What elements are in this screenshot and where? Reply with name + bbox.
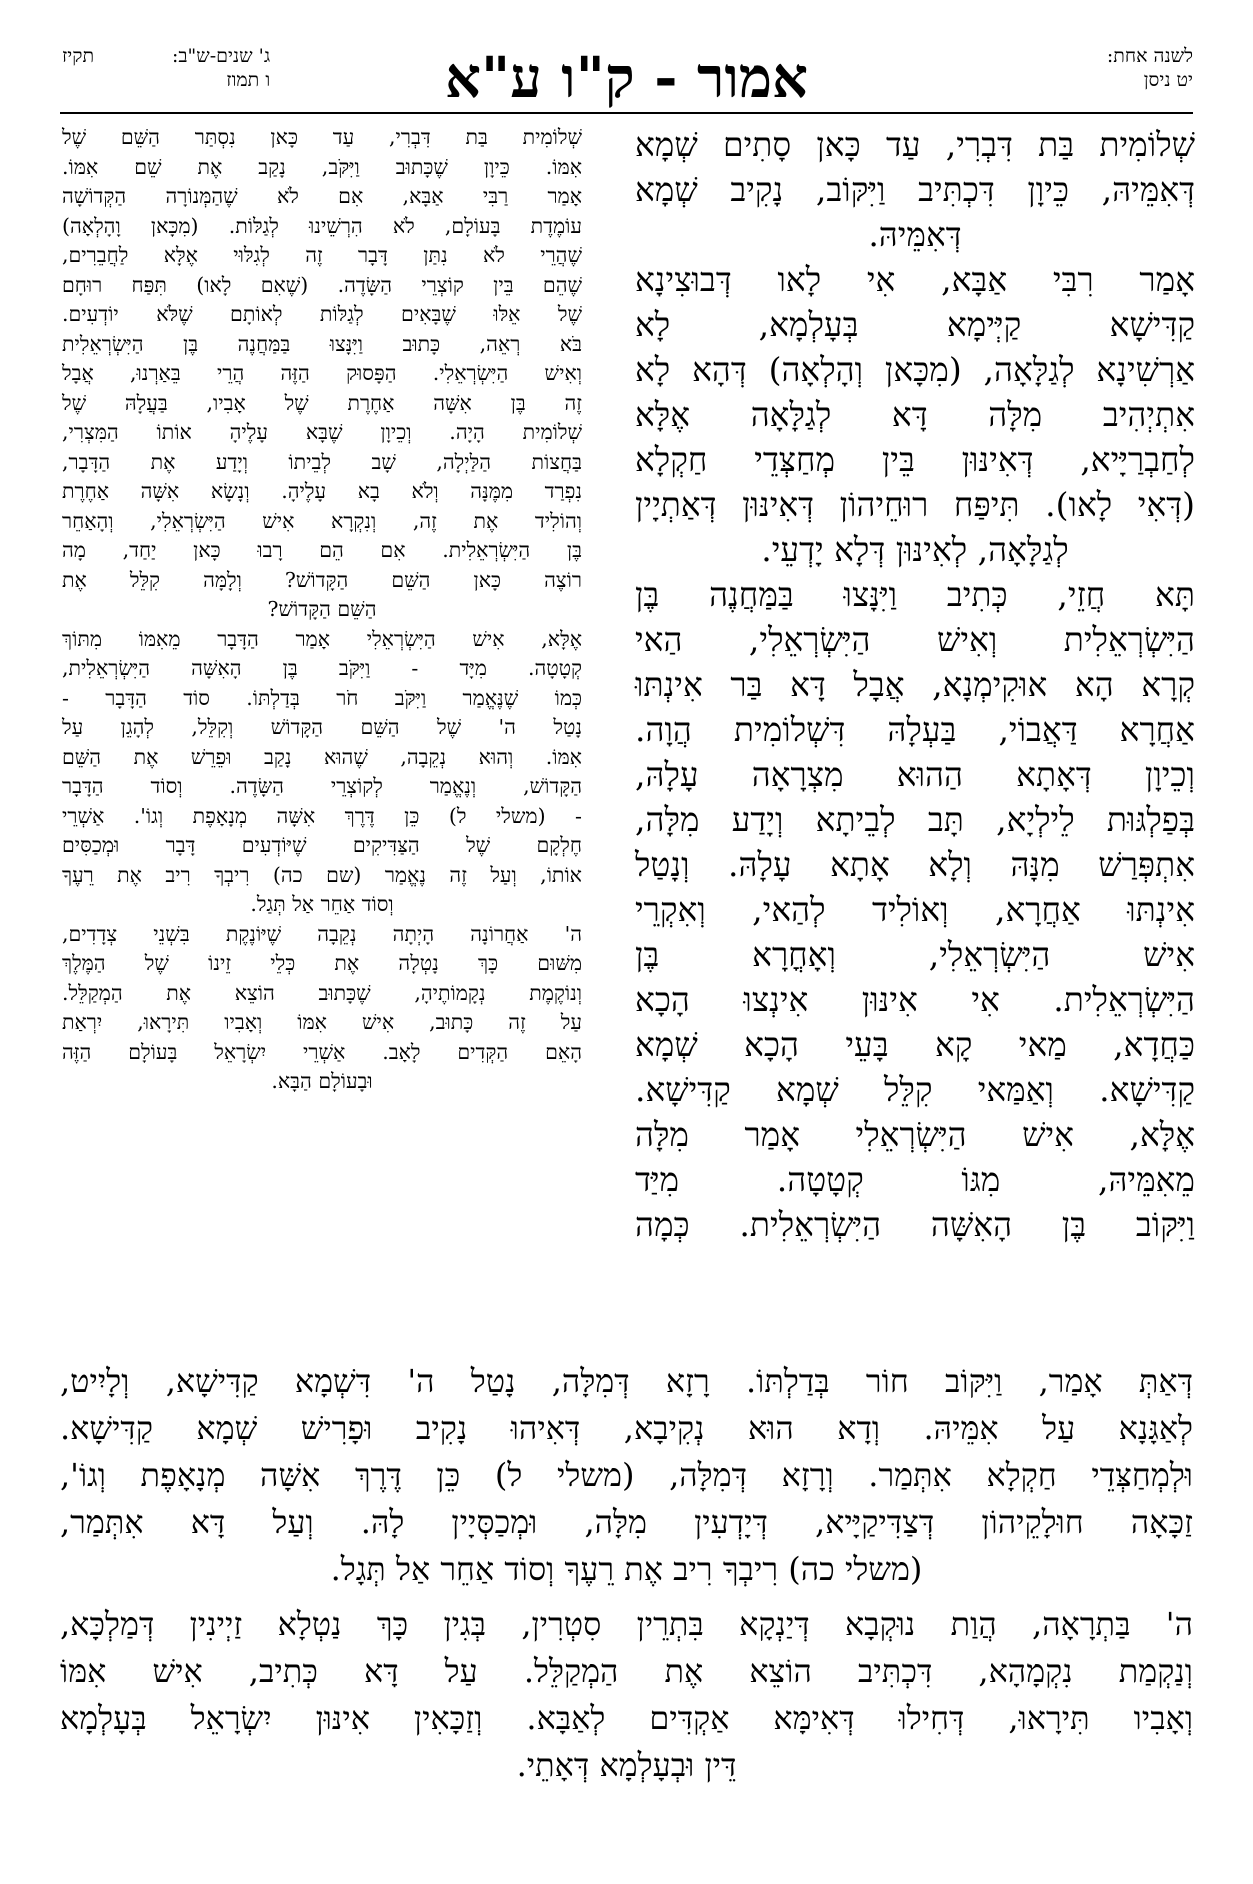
- header-divider: [60, 112, 1193, 114]
- cycle-date-one-year: יט ניסן: [1143, 69, 1193, 91]
- text-line: קַדִּישָׁא. וְאַמַּאי קִלֵּל שְׁמָא קַדִּישָׁא.: [635, 1070, 1195, 1109]
- text-line: אָמַר רִבִּי אַבָּא, אִי לָאו דְּבוּצִינָא: [635, 260, 1195, 299]
- bottom-line: ה' בַּתְרָאָה, הֲוַת נוּקְבָא דְּיַנְקָא בִּתְרֵין סִטְרִין, בְּגִין כָּךְ נַטְלָא זַיְינִין דְּמַלְכָּא,: [60, 1605, 1193, 1643]
- commentary-line: שְׁלוֹמִית בַּת דִּבְרִי, עַד כָּאן נִסְתַּר הַשֵּׁם שֶׁל: [62, 125, 582, 149]
- text-line: תָּא חֲזֵי, כְּתִיב וַיִּנָּצוּ בַּמַּחֲנֶה בֶּן: [635, 575, 1195, 614]
- page-number: תקיז: [62, 45, 95, 67]
- commentary-line: וּבָעוֹלָם הַבָּא.: [271, 1069, 373, 1093]
- commentary-line: - (משלי ל) כֵּן דֶּרֶךְ אִשָּׁה מְנָאָפֶת וְגוֹ'. אַשְׁרֵי: [62, 803, 582, 828]
- bottom-line: לְאַגָּנָא עַל אִמֵּיהּ. וְדָא הוּא נְקִיבָא, דְּאִיהוּ נָקִיב וּפָרִישׁ שְׁמָא קַדִּישָׁא.: [60, 1409, 1194, 1447]
- bottom-text-block: [60, 1358, 1193, 1789]
- hebrew-translation-column: [62, 124, 582, 1095]
- commentary-line: הַקָּדוֹשׁ, וְנֶאֱמַר לְקוֹצְרֵי הַשָּׂדֶה. וְסוֹד הַדָּבָר: [62, 774, 582, 798]
- bottom-line: זַכָּאָה חוּלָקֵיהוֹן דְּצַדִּיקַיָּיא, דְּיָדְעִין מִלָּה, וּמְכַסְּיָין לָהּ. וְעַל דָּא אִתְּמַר,: [60, 1503, 1193, 1541]
- text-line: הַיִּשְׂרְאֵלִית. אִי אִינּוּן אִינְצוּ הָכָא: [635, 980, 1195, 1019]
- commentary-line: שְׁלוֹמִית הָיָה. וְכֵיוָן שֶׁבָּא עָלֶיהָ אוֹתוֹ הַמִּצְרִי,: [62, 420, 582, 444]
- commentary-line: שֶׁהֵם בֵּין קוֹצְרֵי הַשָּׂדֶה. (שֶׁאִם לָאו) תִּפַּח רוּחָם: [62, 272, 582, 297]
- cycle-date-three-years: ו תמוז: [226, 69, 271, 91]
- text-line: וְכֵיוָן דְּאָתָא הַהוּא מִצְרָאָה עָלָהּ,: [635, 755, 1195, 794]
- text-line: אִינְתּוּ אַחֲרָא, וְאוֹלִיד לְהַאי, וְאִקְרֵי: [635, 890, 1195, 929]
- cycle-label-one-year: לשנה אחת:: [1106, 45, 1193, 67]
- commentary-line: הָאֵם הַקְּדִים לָאָב. אַשְׁרֵי יִשְׂרָאֵל בָּעוֹלָם הַזֶּה: [62, 1039, 582, 1064]
- bottom-line: וְנַקְמַת נִקְמָהָא, דִּכְתִּיב הוֹצֵא אֶת הַמְקַלֵּל. עַל דָּא כְּתִיב, אִישׁ אִמּוֹ: [60, 1652, 1193, 1690]
- bottom-line: דֵּין וּבְעָלְמָא דְּאָתֵי.: [516, 1746, 737, 1784]
- text-line: אַחֲרָא דַּאֲבוֹי, בַּעְלָהּ דִּשְׁלוֹמִית הֲוָה.: [635, 710, 1195, 749]
- text-line: (דְּאִי לָאו). תִּיפַּח רוּחֵיהוֹן דְּאִינּוּן דְּאַתְיָין: [635, 485, 1195, 524]
- commentary-line: וְאִישׁ הַיִּשְׂרְאֵלִי. הַפָּסוּק הַזֶּה הֲרֵי בֵּאַרְנוּ, אֲבָל: [62, 361, 582, 385]
- aramaic-text-column: [635, 122, 1195, 1247]
- commentary-line: אֶלָּא, אִישׁ הַיִּשְׂרְאֵלִי אָמַר הַדָּבָר מֵאִמּוֹ מִתּוֹךְ: [62, 626, 582, 651]
- commentary-line: בֶּן הַיִּשְׂרְאֵלִית. אִם הֵם רָבוּ כָּאן יַחַד, מָה: [62, 538, 582, 562]
- commentary-line: כְּמוֹ שֶׁנֶּאֱמַר וַיִּקֹּב חֹר בְּדַלְתּוֹ. סוֹד הַדָּבָר -: [62, 685, 582, 710]
- commentary-line: זֶה בֶּן אִשָּׁה אַחֶרֶת שֶׁל אָבִיו, בַּעֲלָהּ שֶׁל: [62, 390, 582, 415]
- commentary-line: שֶׁהֲרֵי לֹא נִתַּן דָּבָר זֶה לְגִלּוּי אֶלָּא לַחֲבֵרִים,: [62, 243, 582, 267]
- bottom-line: וּלְמְחַצְּדֵי חַקְלָא אִתְּמַר. וְרָזָא דְּמִלָּה, (משלי ל) כֵּן דֶּרֶךְ אִשָּׁה מְנָאָפֶת וְגוֹ',: [60, 1456, 1193, 1494]
- text-line: אִישׁ הַיִּשְׂרְאֵלִי, וְאָחֳרָא בֶּן: [635, 935, 1195, 974]
- commentary-line: נָטַל ה' שֶׁל הַשֵּׁם הַקָּדוֹשׁ וְקִלֵּל, לְהָגֵן עַל: [62, 715, 582, 739]
- text-line: אַרְשִׁינָא לְגַלָּאָה, (מִכָּאן וְהָלְאָה) דְּהָא לָא: [635, 350, 1195, 389]
- commentary-line: בֹּא רְאֵה, כָּתוּב וַיִּנָּצוּ בַּמַּחֲנֶה בֶּן הַיִּשְׂרְאֵלִית: [62, 331, 582, 356]
- text-line: דְּאִמֵּיהּ, כֵּיוָן דִּכְתִּיב וַיִּקּוֹב, נָקִיב שְׁמָא: [635, 170, 1195, 209]
- text-line: בְּפַלְגּוּת לֵילְיָא, תָּב לְבֵיתָא וְיָדַע מִלָּה,: [635, 800, 1195, 839]
- commentary-line: אָמַר רַבִּי אַבָּא, אִם לֹא שֶׁהַמְּנוֹרָה הַקְּדוֹשָׁה: [62, 184, 582, 208]
- commentary-line: עוֹמֶדֶת בָּעוֹלָם, לֹא הִרְשֵׁינוּ לְגַלּוֹת. (מִכָּאן וָהָלְאָה): [62, 213, 582, 238]
- cycle-label-three-years: ג' שנים-ש"ב:: [172, 45, 271, 67]
- commentary-line: חֶלְקָם שֶׁל הַצַּדִּיקִים שֶׁיּוֹדְעִים דָּבָר וּמְכַסִּים: [62, 833, 582, 857]
- text-line: מֵאִמֵּיהּ, מִגּוֹ קְטָטָה. מִיַּד: [635, 1160, 1195, 1199]
- bottom-line: וְאָבִיו תִּירָאוּ, דְּחִילוּ דְּאִימָּא אַקְדִּים לְאַבָּא. וְזַכָּאִין אִינּוּן יִשְׂרָאֵל בְּעָלְמָא: [60, 1699, 1194, 1737]
- commentary-line: וְסוֹד אַחֵר אַל תְּגַל.: [250, 892, 394, 916]
- commentary-line: הַשֵּׁם הַקָּדוֹשׁ?: [267, 597, 377, 621]
- text-line: קַדִּישָׁא קַיְּימָא בְּעָלְמָא, לָא: [635, 305, 1195, 344]
- bottom-line: דְּאַתְּ אָמַר, וַיִּקּוֹב חוֹר בְּדַלְתּוֹ. רָזָא דְּמִלָּה, נָטַל ה' דִּשְׁמָא קַדִּישָׁא, וְלָיִיט,: [60, 1362, 1193, 1400]
- page-title: אמור - ק"ו ע"א: [444, 45, 808, 111]
- text-line: כַּחֲדָא, מַאי קָא בָּעֵי הָכָא שְׁמָא: [635, 1025, 1195, 1064]
- commentary-line: בַּחֲצוֹת הַלַּיְלָה, שָׁב לְבֵיתוֹ וְיָדַע אֶת הַדָּבָר,: [62, 449, 582, 474]
- commentary-line: נִפְרַד מִמֶּנָּה וְלֹא בָא עָלֶיהָ. וְנָשָׂא אִשָּׁה אַחֶרֶת: [62, 479, 582, 503]
- commentary-line: קְטָטָה. מִיָּד - וַיִּקֹּב בֶּן הָאִשָּׁה הַיִּשְׂרְאֵלִית,: [62, 656, 582, 680]
- text-line: וַיִּקּוֹב בֶּן הָאִשָּׁה הַיִּשְׂרְאֵלִית. כְּמָה: [635, 1205, 1195, 1244]
- commentary-line: אוֹתוֹ, וְעַל זֶה נֶאֱמַר (שם כה) רִיבְךָ רִיב אֶת רֵעֶךָ: [62, 862, 582, 887]
- bottom-line: (משלי כה) רִיבְךָ רִיב אֶת רֵעֶךָ וְסוֹד אַחֵר אַל תְּגָל.: [330, 1550, 923, 1588]
- text-line: דְּאִמֵּיהּ.: [868, 215, 962, 254]
- page-header: [0, 0, 1253, 111]
- text-line: אִתְיְהִיב מִלָּה דָּא לְגַלָּאָה אֶלָּא: [635, 395, 1195, 434]
- commentary-line: ה' אַחֲרוֹנָה הָיְתָה נְקֵבָה שֶׁיּוֹנֶקֶת בִּשְׁנֵי צְדָדִים,: [62, 921, 582, 946]
- text-line: אִתְפְּרַשׁ מִנָּהּ וְלָא אָתָא עָלָהּ. וְנָטַל: [635, 845, 1195, 884]
- commentary-line: שֶׁל אֵלּוּ שֶׁבָּאִים לְגַלּוֹת לְאוֹתָם שֶׁלֹּא יוֹדְעִים.: [62, 302, 582, 326]
- text-line: שְׁלוֹמִית בַּת דִּבְרִי, עַד כָּאן סָתִים שְׁמָא: [635, 125, 1195, 164]
- commentary-line: וְנוֹקֶמֶת נְקָמוֹתֶיהָ, שֶׁכָּתוּב הוֹצֵא אֶת הַמְקַלֵּל.: [62, 980, 582, 1005]
- text-line: לְחַבְרַיָּיא, דְּאִינּוּן בֵּין מְחַצְּדֵי חַקְלָא: [635, 440, 1195, 479]
- text-line: אֶלָּא, אִישׁ הַיִּשְׂרְאֵלִי אָמַר מִלָּה: [635, 1115, 1195, 1154]
- commentary-line: רוֹצֶה כָּאן הַשֵּׁם הַקָּדוֹשׁ? וְלָמָּה קִלֵּל אֶת: [62, 567, 582, 592]
- commentary-line: אִמּוֹ. כֵּיוָן שֶׁכָּתוּב וַיִּקֹּב, נָקַב אֶת שֵׁם אִמּוֹ.: [62, 154, 582, 179]
- commentary-line: מִשּׁוּם כָּךְ נָטְלָה אֶת כְּלֵי זֵינוֹ שֶׁל הַמֶּלֶךְ: [62, 951, 582, 975]
- text-line: הַיִּשְׂרְאֵלִית וְאִישׁ הַיִּשְׂרְאֵלִי, הַאי: [635, 620, 1195, 659]
- daily-cycle-three-years: [172, 44, 270, 92]
- commentary-line: וְהוֹלִיד אֶת זֶה, וְנִקְרָא אִישׁ הַיִּשְׂרְאֵלִי, וְהָאַחֵר: [62, 508, 582, 533]
- text-line: קְרָא הָא אוּקִימְנָא, אֲבָל דָּא בַּר אִינְתּוּ: [635, 665, 1195, 704]
- commentary-line: עַל זֶה כָּתוּב, אִישׁ אִמּוֹ וְאָבִיו תִּירָאוּ, יִרְאַת: [62, 1010, 582, 1034]
- text-line: לְגַלָּאָה, לְאִינּוּן דְּלָא יָדְעֵי.: [761, 530, 1069, 569]
- commentary-line: אִמּוֹ. וְהוּא נְקֵבָה, שֶׁהוּא נָקַב וּפֵרֵשׁ אֶת הַשֵּׁם: [62, 744, 582, 769]
